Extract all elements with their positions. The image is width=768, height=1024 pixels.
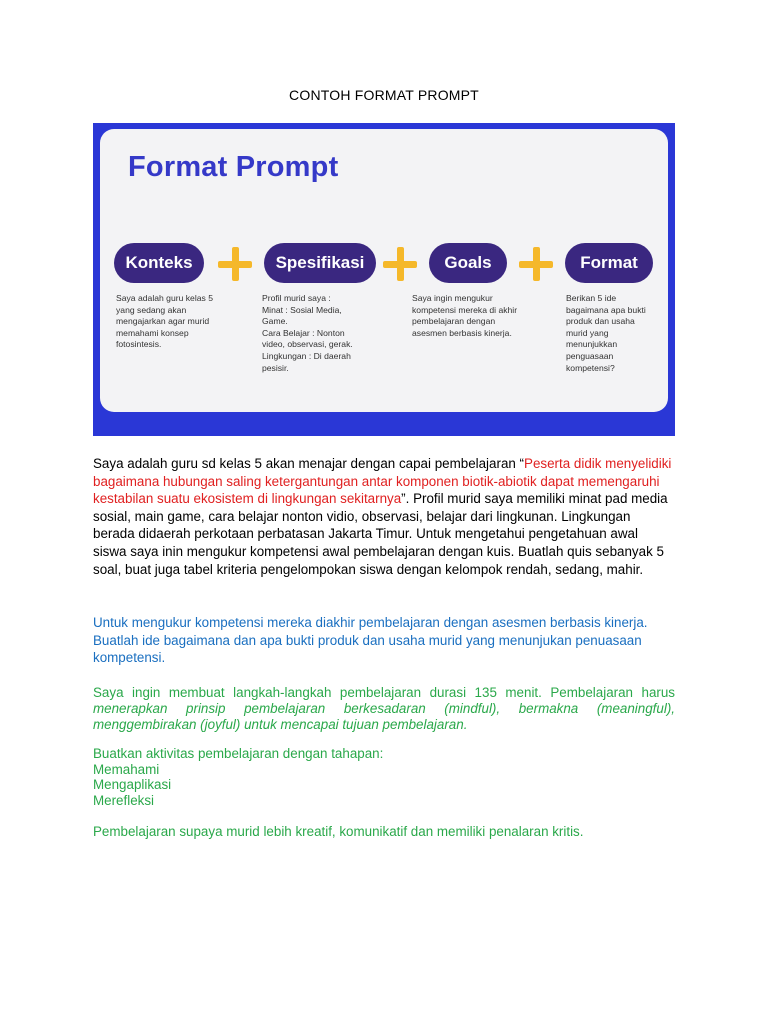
pill-goals: Goals [429,243,507,283]
paragraph-goal: Pembelajaran supaya murid lebih kreatif, komunikatif dan memiliki penalaran kritis. [93,824,584,839]
desc-line: pesisir. [262,362,289,373]
figure-card [100,129,668,412]
pill-konteks: Konteks [114,243,204,283]
desc-line: penguasaan [566,350,614,361]
plus-icon [519,247,553,281]
desc-line: produk dan usaha [566,316,635,327]
desc-konteks [116,293,213,351]
activity-step: Mengaplikasi [93,777,172,792]
learning-outcome-highlight: Peserta didik menyelidiki bagaimana hubungan saling ketergantungan antar komponen biotik-abiotik dapat memengaruhi kestabilan suatu ekosistem di lingkungan sekitarnya [93,456,672,507]
document-title: CONTOH FORMAT PROMPT [289,87,479,103]
plus-icon [383,247,417,281]
activities-intro: Buatkan aktivitas pembelajaran dengan tahapan: [93,746,384,761]
principles-italic-text: menerapkan prinsip pembelajaran berkesadaran (mindful), bermakna (meaningful), menggembirakan (joyful) untuk mencapai tujuan pembelajaran. [93,701,675,732]
desc-line: Berikan 5 ide [566,293,617,303]
desc-line: kompetensi mereka di akhir [412,304,518,315]
plus-icon [218,247,252,281]
desc-line: Saya adalah guru kelas 5 [116,293,213,303]
desc-line: pembelajaran dengan [412,316,496,327]
paragraph-activities [93,746,675,808]
figure-title: Format Prompt [128,151,339,183]
paragraph-text: Saya adalah guru sd kelas 5 akan menajar dengan capai pembelajaran “ [93,456,525,471]
desc-line: memahami konsep [116,327,189,338]
desc-line: Game. [262,316,288,327]
activity-step: Merefleksi [93,792,155,808]
desc-line: video, observasi, gerak. [262,339,353,350]
pill-spesifikasi: Spesifikasi [264,243,376,283]
desc-line: Lingkungan : Di daerah [262,350,351,361]
desc-line: fotosintesis. [116,339,162,350]
format-prompt-figure [93,123,675,436]
paragraph-text: Saya ingin membuat langkah-langkah pembelajaran durasi 135 menit. Pembelajaran harus [93,685,675,700]
desc-line: Cara Belajar : Nonton [262,327,345,338]
desc-line: Minat : Sosial Media, [262,304,342,315]
desc-line: asesmen berbasis kinerja. [412,327,512,338]
desc-line: yang sedang akan [116,304,187,315]
activity-step: Memahami [93,761,160,777]
desc-spesifikasi [262,293,353,374]
pill-format: Format [565,243,653,283]
desc-line: Saya ingin mengukur [412,293,493,303]
desc-line: murid yang [566,327,609,338]
paragraph-learning-steps [93,685,675,733]
paragraph-assessment: Untuk mengukur kompetensi mereka diakhir pembelajaran dengan asesmen berbasis kinerja. Buatlah ide bagaimana dan apa bukti produk dan usaha murid yang menunjukan penuasaan kompetensi. [93,615,648,666]
paragraph-context [93,455,675,578]
desc-line: bagaimana apa bukti [566,304,646,315]
paragraph-text: ”. Profil murid saya memiliki minat pad media sosial, main game, cara belajar nonton vidio, observasi, belajar dari lingkunan. Lingkungan berada didaerah perkotaan perbatasan Jakarta Timur. Untuk mengetahui pengetahuan awal siswa saya inin mengukur kompetensi awal pembelajaran dengan kuis. Buatlah quis sebanyak 5 soal, buat juga tabel kriteria pengelompokan siswa dengan kelompok rendah, sedang, mahir. [93,491,668,577]
desc-line: menunjukkan [566,339,618,350]
desc-line: kompetensi? [566,362,615,373]
desc-format [566,293,646,374]
desc-line: Profil murid saya : [262,293,331,303]
desc-line: mengajarkan agar murid [116,316,210,327]
desc-goals [412,293,517,339]
